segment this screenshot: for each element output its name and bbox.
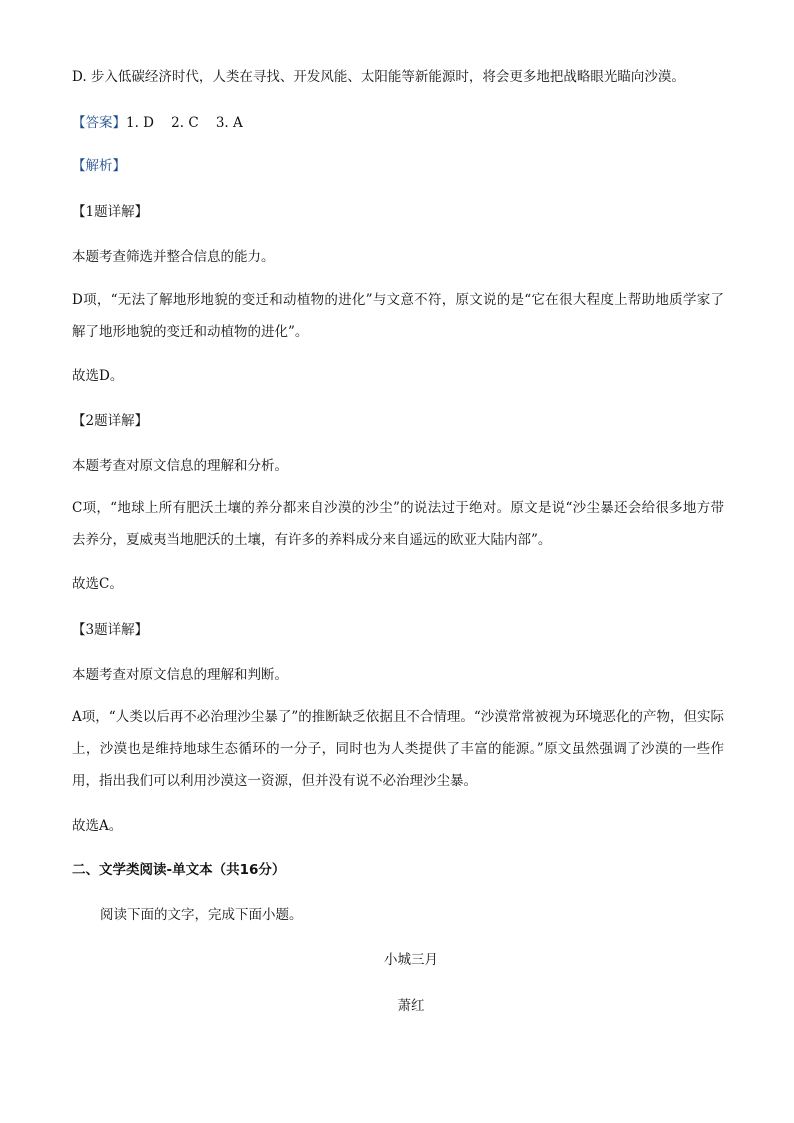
q1-header: 【1题详解】 xyxy=(72,204,149,220)
q2-intro: 本题考查对原文信息的理解和分析。 xyxy=(72,458,288,474)
section2-title: 二、文学类阅读-单文本（共16分） xyxy=(72,862,286,878)
q3-intro: 本题考查对原文信息的理解和判断。 xyxy=(72,667,288,683)
q1-conclusion: 故选D。 xyxy=(72,368,124,384)
q2-detail: C项，“地球上所有肥沃土壤的养分都来自沙漠的沙尘”的说法过于绝对。原文是说“沙尘暴还会给很多地方带去养分，夏威夷当地肥沃的土壤，有许多的养料成分来自遥远的欧亚大陆内部”。 xyxy=(72,500,724,548)
q3-header: 【3题详解】 xyxy=(72,622,149,638)
q2-header: 【2题详解】 xyxy=(72,413,149,429)
q3-detail: A项，“人类以后再不必治理沙尘暴了”的推断缺乏依据且不合情理。“沙漠常常被视为环境恶化的产物，但实际上，沙漠也是维持地球生态循环的一分子，同时也为人类提供了丰富的能源。”原文虽然强调了沙漠的一些作用，指出我们可以利用沙漠这一资源，但并没有说不必治理沙尘暴。 xyxy=(72,709,724,789)
q1-intro: 本题考查筛选并整合信息的能力。 xyxy=(72,249,275,265)
q3-conclusion: 故选A。 xyxy=(72,818,123,834)
section2-instruction: 阅读下面的文字，完成下面小题。 xyxy=(100,907,303,923)
article-author: 萧红 xyxy=(397,998,425,1014)
article-title: 小城三月 xyxy=(384,952,438,968)
analysis-label: 【解析】 xyxy=(72,158,126,174)
option-d: D. 步入低碳经济时代，人类在寻找、开发风能、太阳能等新能源时，将会更多地把战略眼光瞄向沙漠。 xyxy=(72,69,685,85)
answer-values: 1. D 2. C 3. A xyxy=(126,115,243,131)
q1-detail: D项，“无法了解地形地貌的变迁和动植物的进化”与文意不符，原文说的是“它在很大程度上帮助地质学家了解了地形地貌的变迁和动植物的进化”。 xyxy=(72,292,724,340)
q2-conclusion: 故选C。 xyxy=(72,576,123,592)
answer-line xyxy=(72,113,724,133)
answer-label: 【答案】 xyxy=(72,115,126,131)
